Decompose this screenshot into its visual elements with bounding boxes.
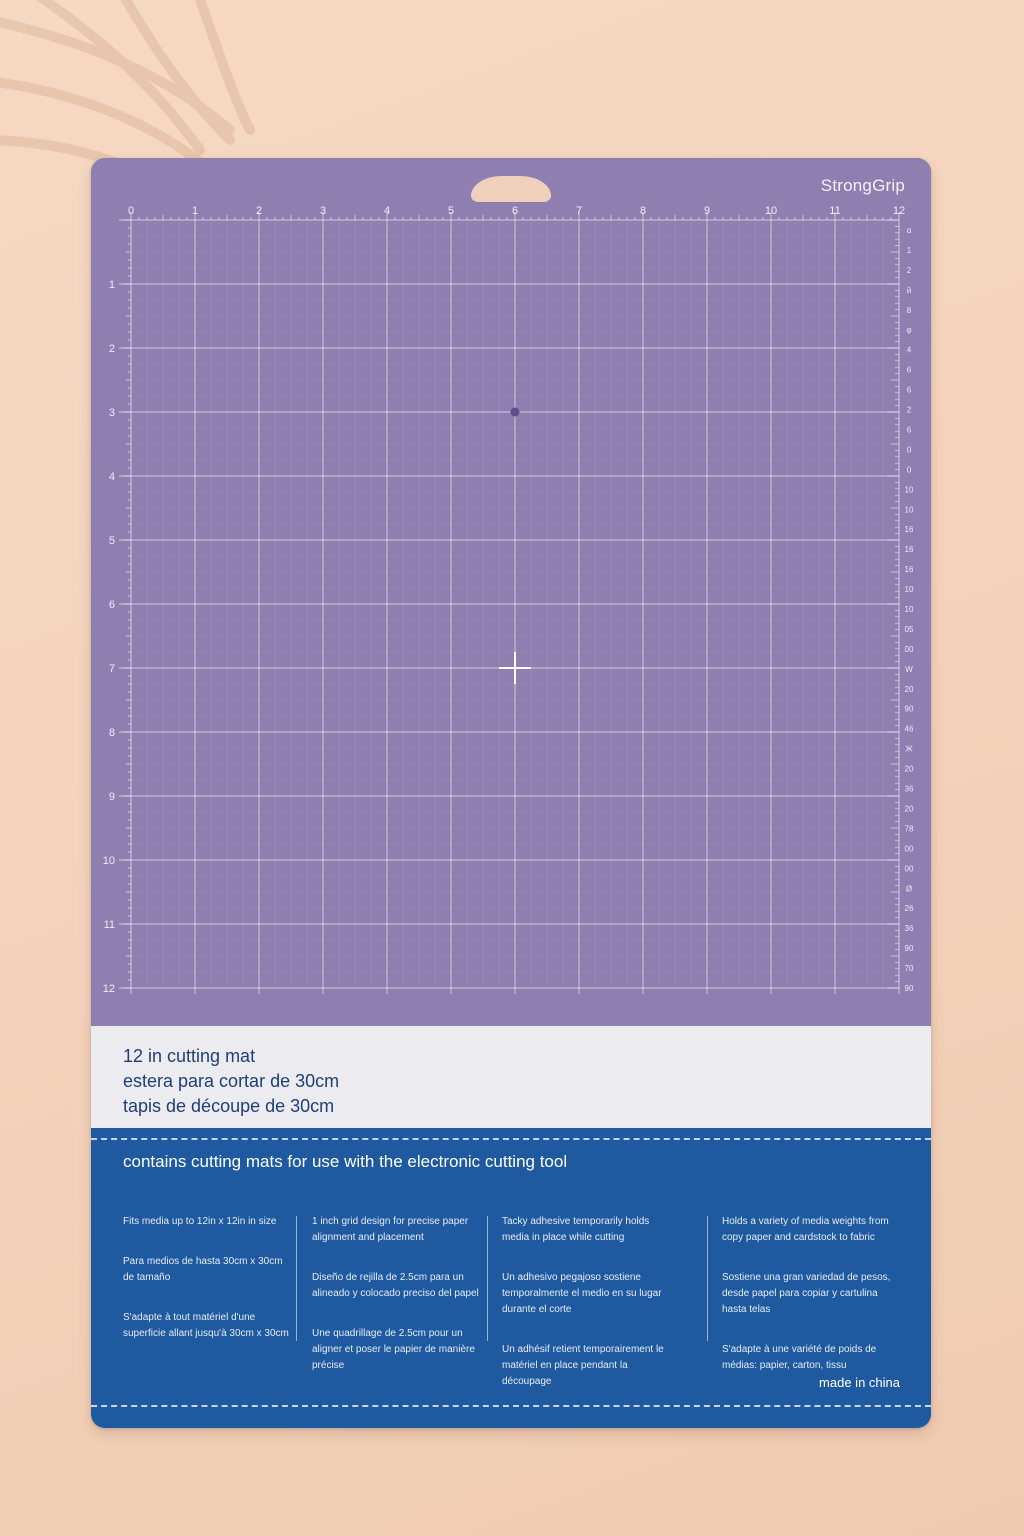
metric-ruler-number: 10	[904, 485, 914, 495]
column-divider	[707, 1216, 708, 1341]
left-ruler-number: 12	[102, 983, 115, 995]
metric-ruler-number: 00	[904, 864, 914, 874]
mat-cutting-surface	[91, 158, 931, 1026]
top-ruler-number: 12	[892, 205, 906, 217]
metric-ruler-number: 20	[904, 804, 914, 814]
left-ruler-number: 1	[108, 279, 115, 291]
top-ruler-number: 11	[829, 205, 841, 217]
metric-ruler-number: 10	[904, 605, 914, 614]
top-ruler-number: 0	[127, 205, 135, 217]
left-ruler-number: 9	[108, 791, 115, 803]
cutting-mat	[91, 158, 931, 1428]
metric-ruler-number: 1	[906, 245, 912, 255]
metric-ruler-number: 70	[904, 964, 914, 974]
brand-logo: StrongGrip	[820, 176, 905, 195]
left-ruler-number: 8	[108, 727, 115, 739]
metric-ruler-number: 10	[904, 505, 914, 515]
metric-ruler-number: 20	[904, 764, 914, 774]
metric-ruler-number: W	[905, 664, 913, 674]
metric-ruler-number: 6	[906, 385, 912, 395]
top-ruler-number: 3	[319, 205, 327, 217]
left-ruler-number: 10	[102, 855, 115, 867]
dashed-line-top	[91, 1138, 931, 1140]
feature-column-size	[123, 1214, 293, 1366]
registration-dot	[511, 408, 520, 417]
metric-ruler-number: 0	[906, 445, 912, 455]
top-ruler-number: 10	[764, 205, 778, 217]
left-ruler-number: 4	[108, 471, 115, 483]
left-ruler-number: 7	[108, 663, 115, 675]
metric-ruler-number: 26	[904, 904, 914, 914]
feature-text: Tacky adhesive temporarily holds media in place while cutting	[502, 1216, 650, 1243]
metric-ruler-number: 6	[906, 425, 912, 435]
dashed-line-bottom	[91, 1405, 931, 1407]
left-ruler-number: 11	[103, 919, 115, 931]
top-ruler-number: 8	[639, 205, 647, 217]
metric-ruler-number: α	[906, 226, 912, 235]
column-divider	[487, 1216, 488, 1341]
metric-ruler-number: 36	[904, 924, 914, 934]
metric-ruler-number: Ø	[905, 884, 913, 894]
feature-text: Fits media up to 12in x 12in in size	[123, 1216, 277, 1227]
top-ruler-number: 6	[511, 205, 519, 217]
top-ruler-number: 5	[447, 205, 455, 217]
top-ruler-number: 2	[255, 205, 263, 217]
product-title-en: 12 in cutting mat	[123, 1046, 256, 1066]
product-label	[91, 1026, 931, 1128]
feature-column-adhesive	[502, 1214, 672, 1414]
info-panel	[91, 1128, 931, 1428]
feature-text: Un adhesivo pegajoso sostiene temporalmente el medio en su lugar durante el corte	[502, 1272, 662, 1315]
feature-column-media	[722, 1214, 892, 1398]
ruler-grid	[91, 158, 931, 1026]
top-ruler-number: 4	[383, 205, 391, 217]
metric-ruler-number: 05	[904, 624, 914, 634]
metric-ruler-number: 16	[904, 565, 914, 575]
feature-text: Une quadrillage de 2.5cm pour un aligner et poser le papier de manière précise	[312, 1328, 475, 1371]
top-ruler-number: 9	[703, 205, 711, 217]
feature-text: S'adapte à tout matériel d'une superficie allant jusqu'à 30cm x 30cm	[123, 1312, 289, 1339]
metric-ruler-number: φ	[906, 325, 912, 335]
metric-ruler-number: 90	[904, 984, 914, 993]
metric-ruler-number: 10	[904, 585, 914, 595]
metric-ruler-number: 16	[904, 525, 914, 535]
metric-ruler-number: й	[906, 285, 912, 295]
left-ruler-number: 5	[108, 535, 115, 547]
metric-ruler-number: Ж	[905, 744, 913, 754]
left-ruler-number: 6	[108, 599, 115, 611]
metric-ruler-number: 20	[904, 684, 914, 694]
left-ruler-number: 3	[108, 407, 115, 419]
metric-ruler-number: 46	[904, 724, 914, 734]
metric-ruler-number: 78	[904, 824, 914, 834]
feature-text: Para medios de hasta 30cm x 30cm de tamaño	[123, 1256, 283, 1283]
feature-column-grid	[312, 1214, 482, 1398]
product-title-fr: tapis de découpe de 30cm	[123, 1096, 335, 1116]
feature-text: Diseño de rejilla de 2.5cm para un alineado y colocado preciso del papel	[312, 1272, 479, 1299]
product-title-es: estera para cortar de 30cm	[123, 1071, 340, 1091]
metric-ruler-number: 2	[906, 405, 912, 415]
feature-text: S'adapte à une variété de poids de médias: papier, carton, tissu	[722, 1344, 877, 1371]
column-divider	[296, 1216, 297, 1341]
left-ruler-number: 2	[108, 343, 115, 355]
feature-text: 1 inch grid design for precise paper alignment and placement	[312, 1216, 469, 1243]
metric-ruler-number: 36	[904, 784, 914, 794]
feature-text: Holds a variety of media weights from copy paper and cardstock to fabric	[722, 1216, 889, 1243]
metric-ruler-number: 0	[906, 465, 912, 475]
made-in-label: made in china	[819, 1375, 900, 1390]
metric-ruler-number: 4	[906, 345, 912, 355]
feature-text: Un adhésif retient temporairement le matériel en place pendant la découpage	[502, 1344, 664, 1387]
metric-ruler-number: 00	[904, 644, 914, 654]
metric-ruler-number: 90	[904, 944, 914, 954]
metric-ruler-number: 8	[906, 305, 912, 315]
metric-ruler-number: 90	[904, 704, 914, 714]
metric-ruler-number: 6	[906, 365, 912, 375]
headline: contains cutting mats for use with the electronic cutting tool	[123, 1152, 568, 1171]
top-ruler-number: 7	[575, 205, 583, 217]
top-ruler-number: 1	[191, 205, 199, 217]
metric-ruler-number: 2	[906, 265, 912, 275]
metric-ruler-number: 16	[904, 545, 914, 555]
feature-text: Sostiene una gran variedad de pesos, desde papel para copiar y cartulina hasta telas	[722, 1272, 891, 1315]
metric-ruler-number: 00	[904, 844, 914, 854]
